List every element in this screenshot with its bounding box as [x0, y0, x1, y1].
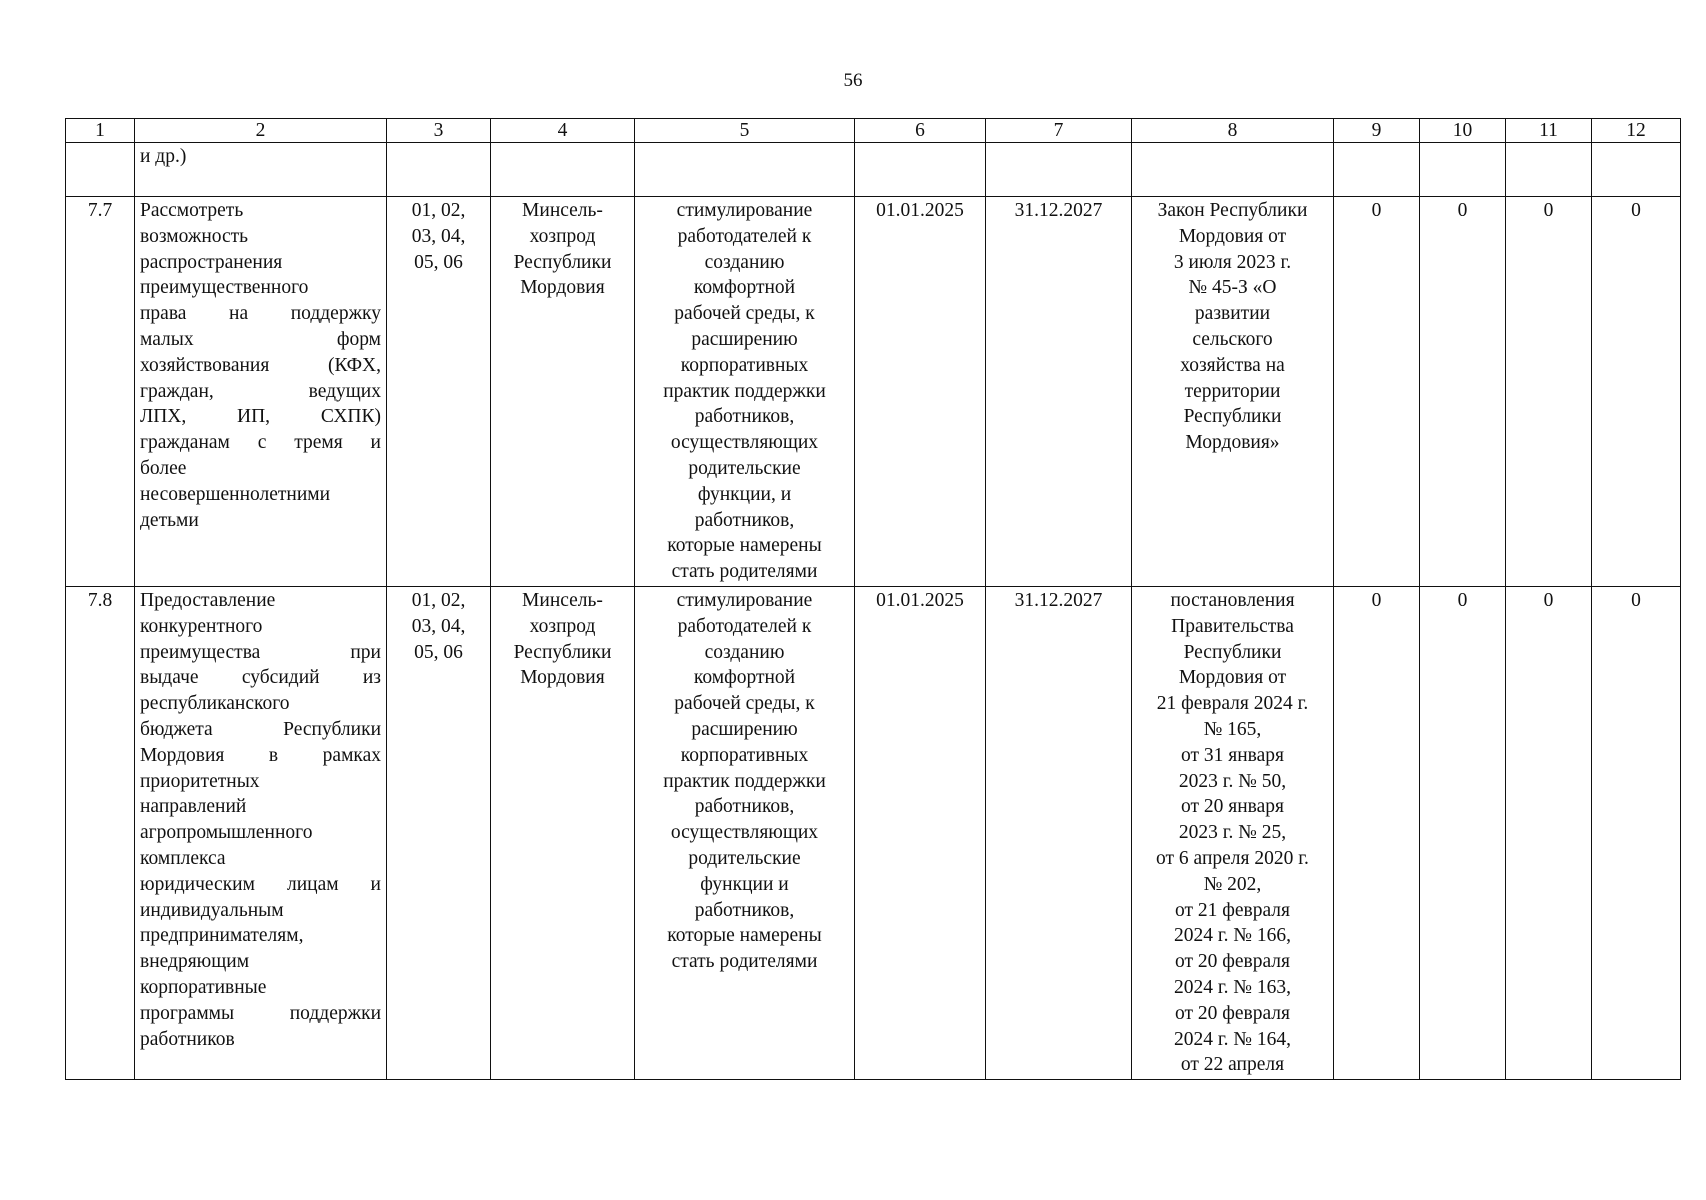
- value-col12: 0: [1592, 197, 1681, 587]
- end-date: 31.12.2027: [986, 197, 1132, 587]
- text-line: Мордовия от: [1178, 225, 1287, 247]
- text-line: несовершеннолетними: [140, 483, 331, 505]
- text-line: 2024 г. № 166,: [1173, 925, 1292, 947]
- text-line: расширению: [691, 718, 798, 740]
- text-line: практик поддержки: [663, 770, 826, 792]
- text-line: от 20 февраля: [1174, 1002, 1291, 1024]
- text-line: комплекса: [140, 847, 226, 869]
- text-line: рабочей среды, к: [674, 693, 815, 715]
- text-line: расширению: [691, 328, 798, 350]
- value-col11: 0: [1506, 197, 1592, 587]
- col-header-5: 5: [635, 119, 855, 143]
- text-line: 01, 02,: [411, 200, 466, 221]
- text-line: созданию: [704, 251, 785, 273]
- text-line: практик поддержки: [663, 380, 826, 402]
- text-line: стать родителями: [671, 561, 818, 583]
- start-date: 01.01.2025: [855, 586, 986, 1079]
- col-header-4: 4: [491, 119, 635, 143]
- goal-cell: [635, 586, 855, 1079]
- text-line: № 165,: [1203, 718, 1262, 740]
- text-line: 2024 г. № 163,: [1173, 976, 1292, 998]
- text-line: 2023 г. № 50,: [1178, 770, 1287, 792]
- text-line: сельского: [1192, 328, 1273, 350]
- activity-cell: [135, 197, 387, 587]
- text-line: преимущества при: [140, 641, 381, 663]
- text-line: рабочей среды, к: [674, 303, 815, 325]
- text-line: Предоставление: [140, 589, 276, 611]
- text-line: граждан, ведущих: [140, 380, 381, 402]
- col-header-2: 2: [135, 119, 387, 143]
- text-line: хозпрод: [529, 225, 596, 247]
- text-line: гражданам с тремя и: [140, 432, 381, 454]
- text-line: комфортной: [693, 277, 796, 299]
- text-line: агропромышленного: [140, 822, 313, 844]
- text-line: возможность: [140, 225, 249, 247]
- text-line: созданию: [704, 641, 785, 663]
- codes-cell: [387, 197, 491, 587]
- text-line: распространения: [140, 251, 283, 273]
- text-line: малых форм: [140, 328, 381, 350]
- text-line: стимулирование: [676, 200, 813, 221]
- text-line: конкурентного: [140, 615, 263, 637]
- text-line: бюджета Республики: [140, 718, 381, 740]
- text-line: Правительства: [1171, 615, 1294, 637]
- text-line: Закон Республики: [1157, 200, 1308, 221]
- value-col9: 0: [1334, 197, 1420, 587]
- text-line: направлений: [140, 796, 247, 818]
- text-line: внедряющим: [140, 951, 250, 973]
- legal-basis-cell: [1132, 586, 1334, 1079]
- text-line: права на поддержку: [140, 303, 381, 325]
- col-header-11: 11: [1506, 119, 1592, 143]
- text-line: родительские: [688, 457, 801, 479]
- text-line: Республики: [1183, 406, 1282, 428]
- value-col10: 0: [1420, 586, 1506, 1079]
- activity-cell: [135, 586, 387, 1079]
- text-line: развитии: [1194, 303, 1271, 325]
- text-line: 2024 г. № 164,: [1173, 1028, 1292, 1050]
- measures-table: [65, 118, 1681, 1080]
- text-line: юридическим лицам и: [140, 873, 381, 895]
- text-line: работников,: [694, 796, 795, 818]
- text-line: выдаче субсидий из: [140, 667, 381, 689]
- text-line: от 20 февраля: [1174, 951, 1291, 973]
- text-line: родительские: [688, 847, 801, 869]
- text-line: Республики: [513, 251, 612, 273]
- text-line: корпоративных: [680, 744, 809, 766]
- text-line: от 20 января: [1181, 796, 1284, 818]
- text-line: Республики: [513, 641, 612, 663]
- text-line: Мордовия: [520, 667, 605, 689]
- value-col10: 0: [1420, 197, 1506, 587]
- text-line: 03, 04,: [411, 615, 466, 637]
- text-line: работников,: [694, 406, 795, 428]
- table-row: [66, 197, 1681, 587]
- row-number: 7.8: [66, 586, 135, 1079]
- continuation-text: и др.): [135, 143, 387, 197]
- text-line: Мордовия в рамках: [140, 744, 381, 766]
- text-line: программы поддержки: [140, 1002, 381, 1024]
- text-line: комфортной: [693, 667, 796, 689]
- text-line: Минсель-: [522, 200, 603, 221]
- text-line: № 202,: [1203, 873, 1262, 895]
- text-line: Мордовия: [520, 277, 605, 299]
- text-line: корпоративных: [680, 354, 809, 376]
- text-line: № 45-З «О: [1188, 277, 1277, 299]
- text-line: приоритетных: [140, 770, 260, 792]
- text-line: 01, 02,: [411, 589, 466, 611]
- value-col9: 0: [1334, 586, 1420, 1079]
- text-line: более: [140, 457, 187, 479]
- legal-basis-cell: [1132, 197, 1334, 587]
- text-line: от 31 января: [1181, 744, 1284, 766]
- col-header-1: 1: [66, 119, 135, 143]
- responsible-cell: [491, 586, 635, 1079]
- row-number: 7.7: [66, 197, 135, 587]
- value-col12: 0: [1592, 586, 1681, 1079]
- text-line: 21 февраля 2024 г.: [1156, 693, 1309, 715]
- codes-cell: [387, 586, 491, 1079]
- text-line: хозпрод: [529, 615, 596, 637]
- text-line: 05, 06: [414, 641, 463, 663]
- col-header-12: 12: [1592, 119, 1681, 143]
- col-header-3: 3: [387, 119, 491, 143]
- text-line: постановления: [1170, 589, 1295, 611]
- text-line: хозяйствования (КФХ,: [140, 354, 381, 376]
- col-header-9: 9: [1334, 119, 1420, 143]
- text-line: которые намерены: [667, 925, 822, 947]
- text-line: от 21 февраля: [1174, 899, 1291, 921]
- goal-cell: [635, 197, 855, 587]
- end-date: 31.12.2027: [986, 586, 1132, 1079]
- text-line: 3 июля 2023 г.: [1173, 251, 1292, 273]
- text-line: работодателей к: [677, 615, 812, 637]
- col-header-10: 10: [1420, 119, 1506, 143]
- page-number: 56: [843, 70, 863, 91]
- text-line: стимулирование: [676, 589, 813, 611]
- value-col11: 0: [1506, 586, 1592, 1079]
- text-line: хозяйства на: [1180, 354, 1285, 376]
- text-line: от 22 апреля: [1180, 1054, 1285, 1076]
- col-header-7: 7: [986, 119, 1132, 143]
- text-line: стать родителями: [671, 951, 818, 973]
- text-line: функции и: [700, 873, 789, 895]
- text-line: 05, 06: [414, 251, 463, 273]
- text-line: Мордовия»: [1185, 432, 1280, 454]
- text-line: осуществляющих: [670, 432, 819, 454]
- text-line: республиканского: [140, 693, 290, 715]
- text-line: Республики: [1183, 641, 1282, 663]
- text-line: Рассмотреть: [140, 200, 244, 221]
- text-line: индивидуальным: [140, 899, 284, 921]
- text-line: детьми: [140, 509, 199, 531]
- text-line: преимущественного: [140, 277, 309, 299]
- responsible-cell: [491, 197, 635, 587]
- column-number-row: [66, 119, 1681, 143]
- text-line: ЛПХ, ИП, СХПК): [140, 406, 381, 428]
- text-line: функции, и: [697, 483, 792, 505]
- text-line: Мордовия от: [1178, 667, 1287, 689]
- text-line: 2023 г. № 25,: [1178, 822, 1287, 844]
- text-line: Минсель-: [522, 589, 603, 611]
- text-line: корпоративные: [140, 976, 267, 998]
- table-row: [66, 586, 1681, 1079]
- text-line: работодателей к: [677, 225, 812, 247]
- text-line: работников,: [694, 509, 795, 531]
- text-line: предпринимателям,: [140, 925, 304, 947]
- col-header-8: 8: [1132, 119, 1334, 143]
- text-line: которые намерены: [667, 535, 822, 557]
- text-line: от 6 апреля 2020 г.: [1156, 847, 1309, 869]
- text-line: работников,: [694, 899, 795, 921]
- text-line: осуществляющих: [670, 822, 819, 844]
- text-line: территории: [1184, 380, 1281, 402]
- start-date: 01.01.2025: [855, 197, 986, 587]
- continuation-row: [66, 143, 1681, 197]
- text-line: работников: [140, 1028, 235, 1050]
- text-line: 03, 04,: [411, 225, 466, 247]
- col-header-6: 6: [855, 119, 986, 143]
